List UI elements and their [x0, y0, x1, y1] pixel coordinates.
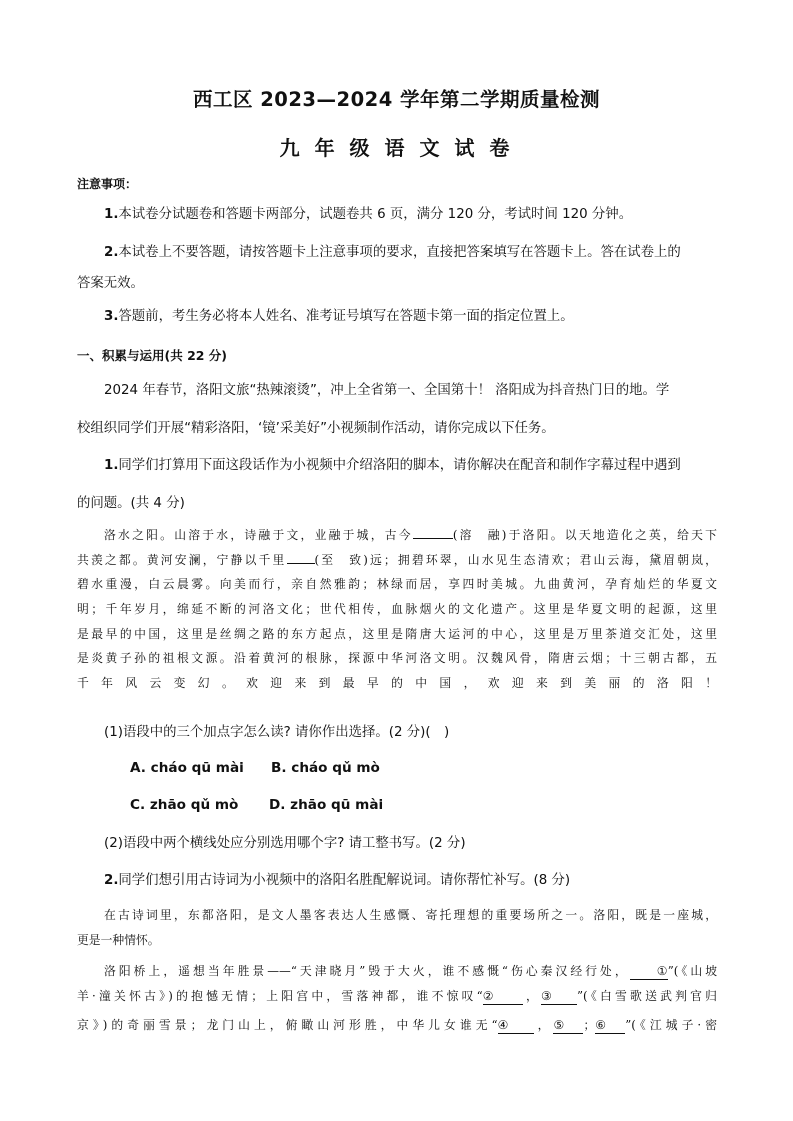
q2-para1-line2: 更是一种情怀。	[77, 933, 160, 947]
question-text: 同学们想引用古诗词为小视频中的洛阳名胜配解说词。请你帮忙补写。(8 分)	[118, 873, 571, 888]
exam-title: 西工区 2023—2024 学年第二学期质量检测	[192, 88, 601, 111]
option-a: A. cháo qū mài	[130, 760, 244, 776]
punct: ，	[533, 1018, 554, 1032]
fill-blank-2	[287, 547, 315, 564]
question-text: 同学们打算用下面这段话作为小视频中介绍洛阳的脚本，请你解决在配音和制作字幕过程中遇到	[118, 458, 681, 473]
question-number: 2.	[104, 873, 119, 888]
notice-item-text: 答题前，考生务必将本人姓名、准考证号填写在答题卡第一面的指定位置上。	[118, 309, 574, 324]
notice-item-2	[104, 243, 681, 263]
passage-line-2	[77, 547, 717, 573]
option-d: D. zhāo qū mài	[269, 797, 384, 813]
passage-text: ”(《江城子·密	[625, 1018, 717, 1032]
passage-text: 洛阳桥上，遥想当年胜景——“天津晓月”毁于大火，谁不感慨“伤心秦汉经行处，	[104, 964, 630, 978]
passage-text: 共羡之都。黄河安澜，宁静以千里	[77, 553, 287, 567]
answer-blank-4: ④	[498, 1017, 534, 1034]
passage-text: 洛水之阳。山溶于水，诗融于文，业融于城，古今	[104, 528, 413, 542]
section-intro-line2: 校组织同学们开展“精彩洛阳，‘镜’采美好”小视频制作活动，请你完成以下任务。	[77, 421, 555, 436]
passage-text: 京》)的奇丽雪景；龙门山上，俯瞰山河形胜，中华儿女谁无“	[77, 1018, 498, 1032]
passage-text: (溶 融)于洛阳。以天地造化之英，给天下	[452, 528, 717, 542]
answer-blank-6: ⑥	[595, 1017, 625, 1034]
answer-blank-3: ③	[541, 988, 577, 1005]
passage-line-7: 千年风云变幻。欢迎来到最早的中国，欢迎来到美丽的洛阳！	[77, 676, 717, 690]
question-1-sub1: (1)语段中的三个加点字怎么读? 请你作出选择。(2 分)( )	[104, 725, 450, 740]
question-1-cont: 的问题。(共 4 分)	[77, 496, 185, 511]
answer-blank-2: ②	[483, 988, 523, 1005]
notice-item-3	[104, 307, 574, 327]
question-1-sub2: (2)语段中两个横线处应分别选用哪个字? 请工整书写。(2 分)	[104, 836, 466, 851]
passage-line-1	[77, 522, 717, 548]
passage-text: ”(《白雪歌送武判官归	[576, 989, 717, 1003]
question-number: 1.	[104, 458, 119, 473]
passage-line-4: 明；千年岁月，绵延不断的河洛文化；世代相传，血脉烟火的文化遗产。这里是华夏文明的起源，这里	[77, 602, 717, 616]
exam-subtitle: 九 年 级 语 文 试 卷	[279, 136, 514, 160]
notice-heading: 注意事项：	[77, 177, 138, 191]
option-b: B. cháo qǔ mò	[271, 760, 380, 776]
question-2	[104, 871, 570, 891]
q2-para2-line2	[77, 984, 717, 1009]
section-intro-line1: 2024 年春节，洛阳文旅“热辣滚烫”，冲上全省第一、全国第十！ 洛阳成为抖音热门日的地。学	[104, 383, 670, 398]
notice-item-number: 1.	[104, 207, 119, 222]
notice-item-text: 本试卷分试题卷和答题卡两部分，试题卷共 6 页，满分 120 分，考试时间 120 分钟。	[118, 207, 633, 222]
notice-item-2-cont: 答案无效。	[77, 276, 144, 291]
passage-text: ”(《山坡	[667, 964, 717, 978]
notice-item-text: 本试卷上不要答题，请按答题卡上注意事项的要求，直接把答案填写在答题卡上。答在试卷上的	[118, 245, 681, 260]
q2-para2-line3	[77, 1013, 717, 1038]
passage-text: 羊·潼关怀古》)的抱憾无情；上阳宫中，雪落神都，谁不惊叹“	[77, 989, 483, 1003]
passage-line-5: 是最早的中国，这里是丝绸之路的东方起点，这里是隋唐大运河的中心，这里是万里茶道交汇处，这里	[77, 627, 717, 641]
notice-item-number: 3.	[104, 309, 119, 324]
punct: ，	[522, 989, 541, 1003]
answer-blank-1: ①	[630, 963, 668, 980]
question-1	[104, 456, 681, 476]
notice-item-1	[104, 205, 632, 225]
passage-line-6: 是炎黄子孙的祖根文源。沿着黄河的根脉，探源中华河洛文明。汉魏风骨，隋唐云烟；十三朝古都，五	[77, 651, 717, 665]
passage-text: (至 致)远；拥碧环翠，山水见生态清欢；君山云海，黛眉朝岚，	[314, 553, 717, 567]
section-heading: 一、积累与运用(共 22 分)	[77, 348, 228, 363]
notice-item-number: 2.	[104, 245, 119, 260]
q2-para1-line1: 在古诗词里，东都洛阳，是文人墨客表达人生感慨、寄托理想的重要场所之一。洛阳，既是一座城，	[104, 908, 717, 922]
answer-blank-5: ⑤	[553, 1017, 583, 1034]
passage-line-3: 碧水重漫，白云晨雾。向美而行，亲自然雅韵；林绿而居，享四时美城。九曲黄河，孕育灿烂的华夏文	[77, 577, 717, 591]
option-c: C. zhāo qǔ mò	[130, 797, 239, 813]
punct: ；	[583, 1018, 596, 1032]
q2-para2-line1	[77, 959, 717, 984]
fill-blank-1	[413, 522, 453, 539]
